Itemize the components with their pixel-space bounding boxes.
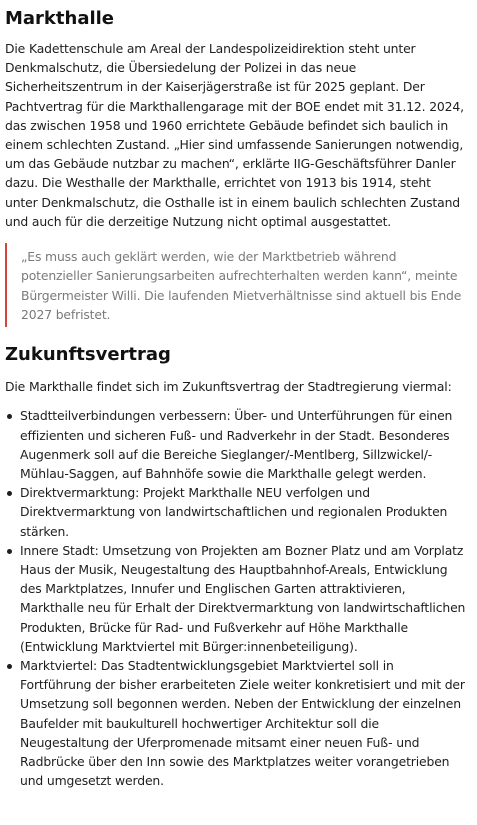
blockquote: „Es muss auch geklärt werden, wie der Marktbetrieb während potenzieller Sanierungsarbeiten aufrechterhalten werden kann“, meinte Bürgermeister Willi. Die laufenden Mietverhältnisse sind aktuell bis Ende 2027 befristet.	[5, 243, 467, 327]
list-item-text: Direktvermarktung: Projekt Markthalle NEU verfolgen und Direktvermarktung von landwirtschaftlichen und regionalen Produkten stärken.	[20, 485, 448, 539]
bullet-icon	[7, 491, 12, 496]
bullet-icon	[7, 414, 12, 419]
list-item-text: Innere Stadt: Umsetzung von Projekten am Bozner Platz und am Vorplatz Haus der Musik, Neugestaltung des Hauptbahnhof-Areals, Entwicklung des Marktplatzes, Innufer und Englischen Garten attraktivieren, Markthalle neu für Erhalt der Direktvermarktung von landwirtschaftlichen Produkten, Brücke für Rad- und Fußverkehr auf Höhe Markthalle (Entwicklung Marktviertel mit Bürger:innenbeteiligung).	[20, 542, 466, 654]
bullet-icon	[7, 549, 12, 554]
bullet-list	[5, 406, 467, 790]
list-item	[5, 541, 467, 656]
list-item	[5, 656, 467, 790]
section-heading-zukunftsvertrag: Zukunftsvertrag	[5, 344, 171, 366]
list-item	[5, 406, 467, 483]
bullet-icon	[7, 664, 12, 669]
list-item-text: Stadtteilverbindungen verbessern: Über- und Unterführungen für einen effizienten und sicheren Fuß- und Radverkehr in der Stadt. Besonderes Augenmerk soll auf die Bereiche Sieglanger/-Mentlberg, Sillzwickel/-Mühlau-Saggen, auf Bahnhöfe sowie die Markthalle gelegt werden.	[20, 408, 453, 482]
list-item-text: Marktviertel: Das Stadtentwicklungsgebiet Marktviertel soll in Fortführung der bisher erarbeiteten Ziele weiter konkretisiert und mit der Umsetzung soll begonnen werden. Neben der Entwicklung der einzelnen Baufelder mit baukulturell hochwertiger Architektur soll die Neugestaltung der Uferpromenade mitsamt einer neuen Fuß- und Radbrücke über den Inn sowie des Marktplatzes weiter vorangetrieben und umgesetzt werden.	[20, 658, 465, 789]
section-heading-markthalle: Markthalle	[5, 8, 115, 29]
list-item	[5, 483, 467, 541]
intro-paragraph: Die Markthalle findet sich im Zukunftsvertrag der Stadtregierung viermal:	[5, 379, 452, 395]
body-paragraph: Die Kadettenschule am Areal der Landespolizeidirektion steht unter Denkmalschutz, die Übersiedelung der Polizei in das neue Sicherheitszentrum in der Kaiserjägerstraße ist für 2025 geplant. Der Pachtvertrag für die Markthallengarage mit der BOE endet mit 31.12. 2024, das zwischen 1958 und 1960 errichtete Gebäude befindet sich baulich in einem schlechten Zustand. „Hier sind umfassende Sanierungen notwendig, um das Gebäude nutzbar zu machen“, erklärte IIG-Geschäftsführer Danler dazu. Die Westhalle der Markthalle, errichtet von 1913 bis 1914, steht unter Denkmalschutz, die Osthalle ist in einem baulich schlechten Zustand und auch für die derzeitige Nutzung nicht optimal ausgestattet.	[5, 41, 464, 229]
